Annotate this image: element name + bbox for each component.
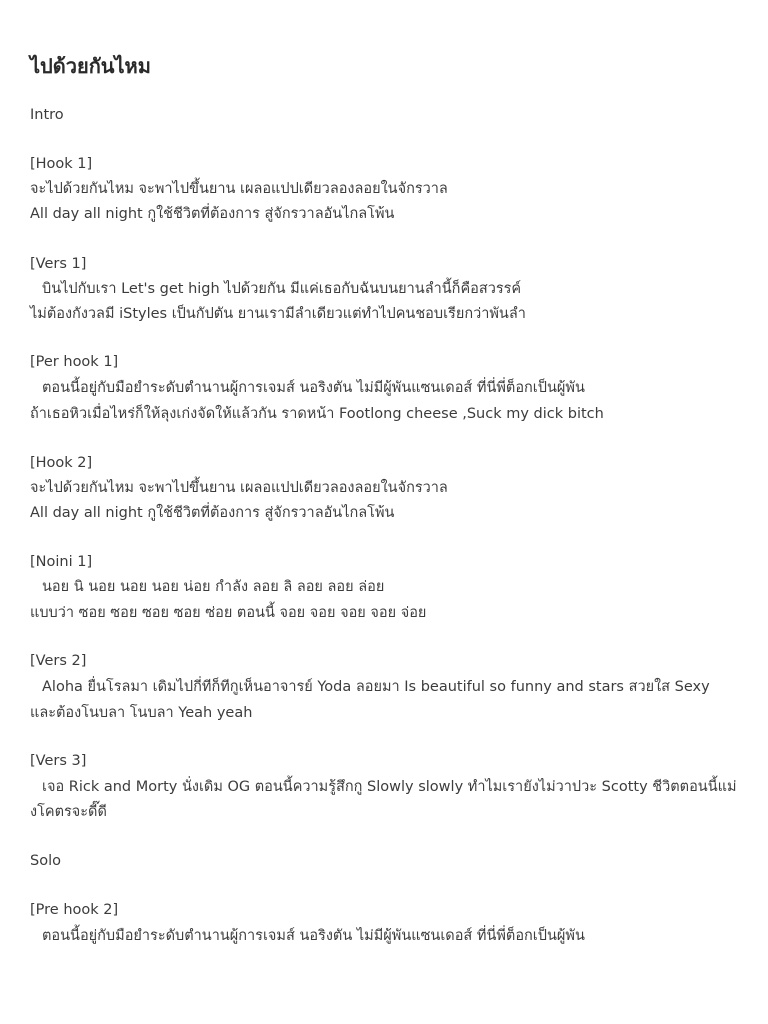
- section-label: [Vers 2]: [30, 653, 87, 669]
- section-label: [Hook 2]: [30, 455, 93, 471]
- lyric-line: จะไปด้วยกันไหม จะพาไปขึ้นยาน เผลอแปปเดียวลองลอยในจักรวาล: [30, 480, 448, 496]
- section-label: [Noini 1]: [30, 554, 93, 570]
- section-label: [Per hook 1]: [30, 354, 119, 370]
- lyric-line: Aloha ยื่นโรลมา เดิมไปกี่ทีก็ทีกูเห็นอาจารย์ Yoda ลอยมา Is beautiful so funny and stars สวยใส Sexy: [42, 679, 710, 695]
- lyric-line: ตอนนี้อยู่กับมือยำระดับตำนานผู้การเจมส์ นอริงตัน ไม่มีผู้พันแซนเดอส์ ที่นี่พี่ต็อกเป็นผู้พัน: [42, 928, 585, 944]
- lyric-line: เจอ Rick and Morty นั่งเดิม OG ตอนนี้ความรู้สึกกู Slowly slowly ทำไมเรายังไม่วาปวะ Scotty ชีวิตตอนนี้แม่: [42, 779, 737, 795]
- lyric-line: แบบว่า ซอย ซอย ซอย ซอย ซ่อย ตอนนี้ จอย จอย จอย จอย จ่อย: [30, 605, 427, 621]
- section-label: [Vers 3]: [30, 753, 87, 769]
- lyric-line: ถ้าเธอหิวเมื่อไหร่ก็ให้ลุงเก่งจัดให้แล้วกัน ราดหน้า Footlong cheese ,Suck my dick bitch: [30, 406, 604, 422]
- section-label: Intro: [30, 107, 64, 123]
- lyric-line: นอย นิ นอย นอย นอย น่อย กำลัง ลอย ลิ ลอย ลอย ล่อย: [42, 579, 385, 595]
- section-label: [Vers 1]: [30, 256, 87, 272]
- section-label: Solo: [30, 853, 61, 869]
- lyric-line: ตอนนี้อยู่กับมือยำระดับตำนานผู้การเจมส์ นอริงตัน ไม่มีผู้พันแซนเดอส์ ที่นี่พี่ต็อกเป็นผู้พัน: [42, 380, 585, 396]
- lyric-line: จะไปด้วยกันไหม จะพาไปขึ้นยาน เผลอแปปเดียวลองลอยในจักรวาล: [30, 181, 448, 197]
- page-title: ไปด้วยกันไหม: [30, 54, 151, 78]
- section-label: [Pre hook 2]: [30, 902, 119, 918]
- lyric-line: งโคตรจะดี๊ดี: [30, 804, 107, 820]
- lyric-line: บินไปกับเรา Let's get high ไปด้วยกัน มีแค่เธอกับฉันบนยานลำนี้ก็คือสวรรค์: [42, 281, 522, 297]
- lyric-line: All day all night กูใช้ชีวิตที่ต้องการ สู่จักรวาลอันไกลโพ้น: [30, 206, 395, 222]
- lyric-line: และต้องโนบลา โนบลา Yeah yeah: [30, 705, 253, 721]
- lyric-line: ไม่ต้องกังวลมี iStyles เป็นกัปตัน ยานเรามีลำเดียวแต่ทำไปคนชอบเรียกว่าพันลำ: [30, 306, 526, 322]
- lyric-line: All day all night กูใช้ชีวิตที่ต้องการ สู่จักรวาลอันไกลโพ้น: [30, 505, 395, 521]
- section-label: [Hook 1]: [30, 156, 93, 172]
